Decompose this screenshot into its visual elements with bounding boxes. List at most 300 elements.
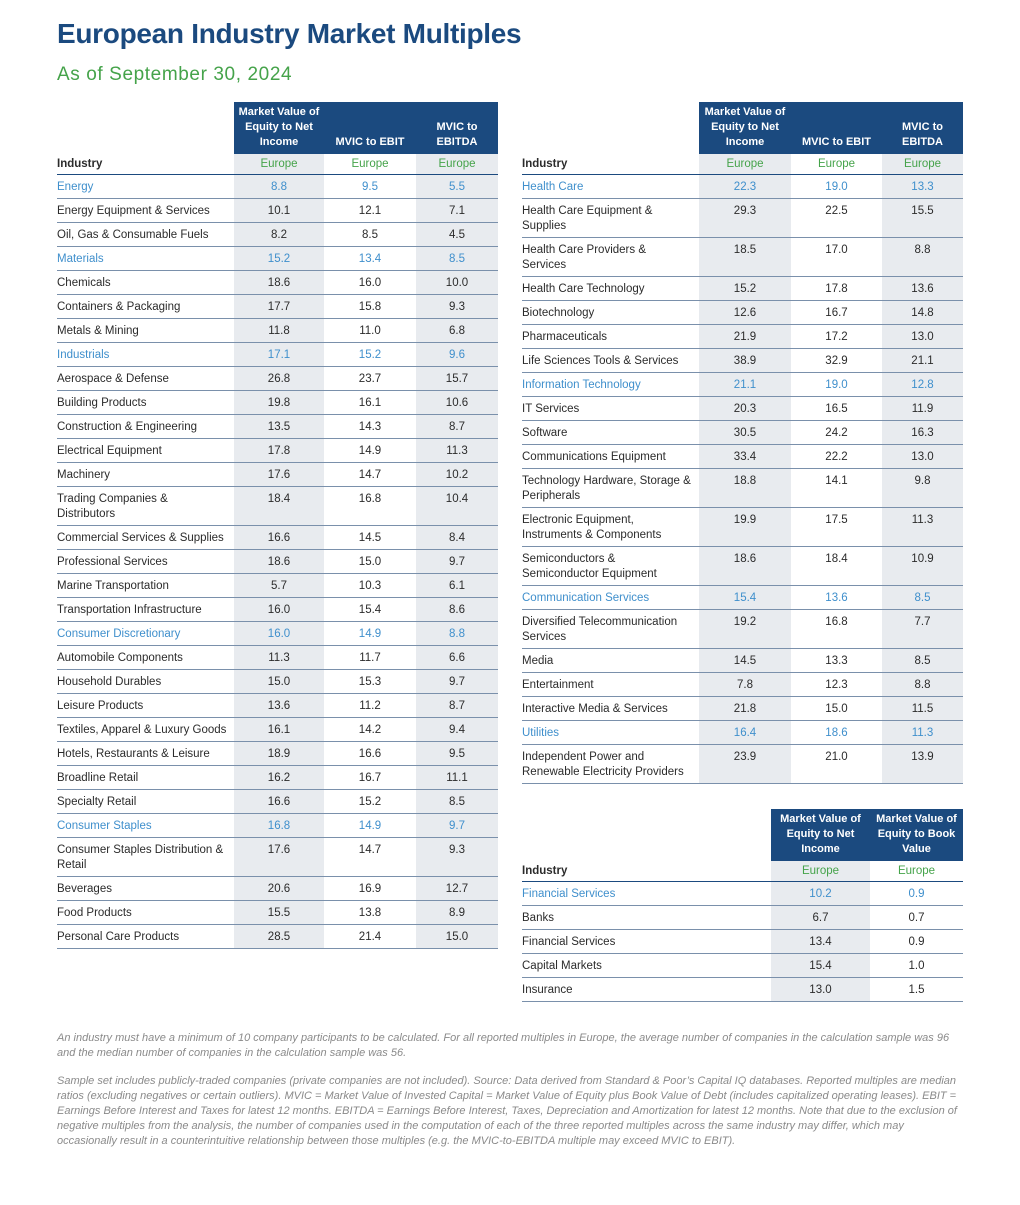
industry-name: Industrials xyxy=(57,343,234,367)
multiple-value: 16.2 xyxy=(234,766,324,790)
industry-name: Communications Equipment xyxy=(522,445,699,469)
header-blank xyxy=(522,102,699,154)
multiple-value: 33.4 xyxy=(699,445,791,469)
industry-row xyxy=(522,978,963,1002)
industry-name: Health Care xyxy=(522,175,699,199)
multiple-value: 22.2 xyxy=(791,445,882,469)
footnote-methodology: An industry must have a minimum of 10 company participants to be calculated. For all reported multiples in Europe, the average number of companies in the calculation sample was 96 and the median number of companies in the calculation sample was 56. xyxy=(57,1032,950,1059)
multiple-value: 24.2 xyxy=(791,421,882,445)
industry-row xyxy=(57,199,498,223)
region-row xyxy=(522,861,963,882)
industry-name: Commercial Services & Supplies xyxy=(57,526,234,550)
multiple-value: 14.7 xyxy=(324,463,416,487)
industry-row xyxy=(57,742,498,766)
multiple-value: 18.5 xyxy=(699,238,791,277)
region-row xyxy=(57,154,498,175)
multiple-value: 0.9 xyxy=(870,930,963,954)
multiple-value: 15.0 xyxy=(234,670,324,694)
industry-row xyxy=(522,325,963,349)
industry-row xyxy=(522,469,963,508)
industry-row xyxy=(57,415,498,439)
multiple-value: 13.9 xyxy=(882,745,963,784)
multiple-value: 13.6 xyxy=(791,586,882,610)
industry-row xyxy=(522,745,963,784)
multiple-value: 9.4 xyxy=(416,718,498,742)
sector-row xyxy=(522,373,963,397)
multiple-value: 19.9 xyxy=(699,508,791,547)
multiple-value: 17.6 xyxy=(234,463,324,487)
industry-name: Entertainment xyxy=(522,673,699,697)
multiple-value: 20.3 xyxy=(699,397,791,421)
multiple-value: 8.5 xyxy=(882,649,963,673)
multiple-value: 17.0 xyxy=(791,238,882,277)
multiple-value: 15.2 xyxy=(324,790,416,814)
multiple-value: 11.3 xyxy=(416,439,498,463)
multiple-value: 14.1 xyxy=(791,469,882,508)
industry-name: Beverages xyxy=(57,877,234,901)
region-label: Europe xyxy=(882,154,963,175)
multiple-value: 15.7 xyxy=(416,367,498,391)
multiple-value: 16.6 xyxy=(234,526,324,550)
multiple-value: 8.8 xyxy=(882,238,963,277)
multiple-value: 8.4 xyxy=(416,526,498,550)
multiple-value: 15.4 xyxy=(324,598,416,622)
multiple-value: 16.8 xyxy=(234,814,324,838)
multiple-value: 14.2 xyxy=(324,718,416,742)
multiple-value: 4.5 xyxy=(416,223,498,247)
industry-name: Utilities xyxy=(522,721,699,745)
multiple-value: 11.3 xyxy=(882,721,963,745)
industry-name: Banks xyxy=(522,906,771,930)
industry-row xyxy=(57,463,498,487)
industry-row xyxy=(522,199,963,238)
industry-name: Automobile Components xyxy=(57,646,234,670)
industry-name: Financial Services xyxy=(522,882,771,906)
multiple-value: 1.0 xyxy=(870,954,963,978)
multiple-value: 16.1 xyxy=(234,718,324,742)
industry-row xyxy=(57,367,498,391)
multiple-value: 16.3 xyxy=(882,421,963,445)
multiple-value: 11.5 xyxy=(882,697,963,721)
multiple-value: 11.0 xyxy=(324,319,416,343)
industry-row xyxy=(57,838,498,877)
multiple-value: 11.8 xyxy=(234,319,324,343)
region-label: Europe xyxy=(234,154,324,175)
multiple-value: 17.5 xyxy=(791,508,882,547)
multiple-value: 18.6 xyxy=(234,550,324,574)
industry-name: Marine Transportation xyxy=(57,574,234,598)
industry-name: Information Technology xyxy=(522,373,699,397)
multiple-value: 14.5 xyxy=(699,649,791,673)
industry-name: Leisure Products xyxy=(57,694,234,718)
multiple-value: 16.6 xyxy=(234,790,324,814)
multiple-value: 14.9 xyxy=(324,814,416,838)
industry-row xyxy=(57,574,498,598)
industry-row xyxy=(57,877,498,901)
multiple-value: 26.8 xyxy=(234,367,324,391)
region-label: Europe xyxy=(416,154,498,175)
multiple-value: 16.0 xyxy=(234,598,324,622)
multiple-value: 16.5 xyxy=(791,397,882,421)
industry-name: Textiles, Apparel & Luxury Goods xyxy=(57,718,234,742)
multiple-value: 1.5 xyxy=(870,978,963,1002)
industry-row xyxy=(57,439,498,463)
multiple-value: 8.7 xyxy=(416,415,498,439)
multiple-value: 15.2 xyxy=(699,277,791,301)
industry-name: Oil, Gas & Consumable Fuels xyxy=(57,223,234,247)
multiple-value: 15.5 xyxy=(234,901,324,925)
industry-name: Health Care Technology xyxy=(522,277,699,301)
col-header-mvic-to-ebitda: MVIC to EBITDA xyxy=(882,102,963,154)
multiple-value: 5.7 xyxy=(234,574,324,598)
sector-row xyxy=(57,622,498,646)
industry-row xyxy=(57,790,498,814)
multiple-value: 10.6 xyxy=(416,391,498,415)
industry-name: Specialty Retail xyxy=(57,790,234,814)
multiple-value: 21.8 xyxy=(699,697,791,721)
industry-row xyxy=(57,901,498,925)
header-row xyxy=(57,102,498,154)
multiple-value: 16.7 xyxy=(791,301,882,325)
multiple-value: 21.1 xyxy=(699,373,791,397)
industry-name: Containers & Packaging xyxy=(57,295,234,319)
multiple-value: 10.9 xyxy=(882,547,963,586)
industry-name: Energy Equipment & Services xyxy=(57,199,234,223)
multiple-value: 9.5 xyxy=(416,742,498,766)
multiple-value: 16.8 xyxy=(324,487,416,526)
industry-row xyxy=(57,925,498,949)
industry-name: Materials xyxy=(57,247,234,271)
multiple-value: 21.1 xyxy=(882,349,963,373)
multiple-value: 13.4 xyxy=(324,247,416,271)
multiple-value: 9.8 xyxy=(882,469,963,508)
page-title: European Industry Market Multiples xyxy=(57,18,522,49)
industry-header: Industry xyxy=(57,154,234,175)
region-label: Europe xyxy=(870,861,963,882)
industry-row xyxy=(522,697,963,721)
industry-row xyxy=(57,271,498,295)
industry-row xyxy=(57,766,498,790)
industry-row xyxy=(522,277,963,301)
multiple-value: 12.7 xyxy=(416,877,498,901)
industry-header: Industry xyxy=(522,861,771,882)
industry-name: Health Care Providers & Services xyxy=(522,238,699,277)
multiple-value: 21.9 xyxy=(699,325,791,349)
multiple-value: 6.7 xyxy=(771,906,870,930)
industry-row xyxy=(57,646,498,670)
multiple-value: 13.6 xyxy=(882,277,963,301)
multiple-value: 8.9 xyxy=(416,901,498,925)
multiple-value: 15.2 xyxy=(324,343,416,367)
multiple-value: 13.0 xyxy=(882,445,963,469)
multiple-value: 11.2 xyxy=(324,694,416,718)
multiple-value: 14.3 xyxy=(324,415,416,439)
multiple-value: 8.5 xyxy=(324,223,416,247)
multiple-value: 12.3 xyxy=(791,673,882,697)
multiple-value: 15.4 xyxy=(699,586,791,610)
multiple-value: 17.8 xyxy=(791,277,882,301)
industry-row xyxy=(522,397,963,421)
industry-row xyxy=(522,349,963,373)
industry-name: Consumer Staples Distribution & Retail xyxy=(57,838,234,877)
col-header-mvic-to-ebitda: MVIC to EBITDA xyxy=(416,102,498,154)
industry-name: Software xyxy=(522,421,699,445)
multiple-value: 8.5 xyxy=(416,790,498,814)
multiple-value: 15.0 xyxy=(791,697,882,721)
multiple-value: 12.1 xyxy=(324,199,416,223)
industry-row xyxy=(57,295,498,319)
region-label: Europe xyxy=(771,861,870,882)
multiple-value: 9.7 xyxy=(416,814,498,838)
multiple-value: 8.5 xyxy=(882,586,963,610)
multiple-value: 9.7 xyxy=(416,550,498,574)
industry-name: Building Products xyxy=(57,391,234,415)
multiple-value: 9.3 xyxy=(416,295,498,319)
multiple-value: 30.5 xyxy=(699,421,791,445)
multiple-value: 5.5 xyxy=(416,175,498,199)
multiple-value: 11.9 xyxy=(882,397,963,421)
multiple-value: 16.7 xyxy=(324,766,416,790)
multiple-value: 14.9 xyxy=(324,622,416,646)
industry-name: IT Services xyxy=(522,397,699,421)
multiple-value: 0.9 xyxy=(870,882,963,906)
industry-name: Financial Services xyxy=(522,930,771,954)
industry-row xyxy=(57,550,498,574)
multiple-value: 38.9 xyxy=(699,349,791,373)
left-multiples-table xyxy=(57,102,498,949)
sector-row xyxy=(57,814,498,838)
industry-name: Capital Markets xyxy=(522,954,771,978)
col-header-mvic-to-ebit: MVIC to EBIT xyxy=(791,102,882,154)
multiple-value: 13.8 xyxy=(324,901,416,925)
multiple-value: 19.2 xyxy=(699,610,791,649)
multiple-value: 17.1 xyxy=(234,343,324,367)
multiple-value: 6.6 xyxy=(416,646,498,670)
industry-row xyxy=(522,238,963,277)
industry-name: Energy xyxy=(57,175,234,199)
header-blank xyxy=(522,809,771,861)
multiple-value: 14.9 xyxy=(324,439,416,463)
multiple-value: 15.2 xyxy=(234,247,324,271)
multiple-value: 9.5 xyxy=(324,175,416,199)
industry-row xyxy=(522,301,963,325)
multiple-value: 8.7 xyxy=(416,694,498,718)
industry-row xyxy=(57,487,498,526)
multiple-value: 12.8 xyxy=(882,373,963,397)
multiple-value: 13.3 xyxy=(882,175,963,199)
industry-row xyxy=(522,673,963,697)
header-row xyxy=(522,102,963,154)
industry-name: Transportation Infrastructure xyxy=(57,598,234,622)
multiple-value: 6.8 xyxy=(416,319,498,343)
multiple-value: 10.2 xyxy=(771,882,870,906)
multiple-value: 13.6 xyxy=(234,694,324,718)
multiple-value: 7.1 xyxy=(416,199,498,223)
col-header-equity-to-net-income: Market Value of Equity to Net Income xyxy=(771,809,870,861)
multiple-value: 11.3 xyxy=(234,646,324,670)
multiple-value: 9.6 xyxy=(416,343,498,367)
industry-name: Hotels, Restaurants & Leisure xyxy=(57,742,234,766)
multiple-value: 16.4 xyxy=(699,721,791,745)
sector-row xyxy=(522,882,963,906)
industry-row xyxy=(522,954,963,978)
multiple-value: 8.2 xyxy=(234,223,324,247)
industry-name: Metals & Mining xyxy=(57,319,234,343)
industry-name: Interactive Media & Services xyxy=(522,697,699,721)
multiple-value: 14.7 xyxy=(324,838,416,877)
industry-row xyxy=(522,930,963,954)
multiple-value: 10.4 xyxy=(416,487,498,526)
industry-name: Pharmaceuticals xyxy=(522,325,699,349)
industry-name: Professional Services xyxy=(57,550,234,574)
industry-name: Insurance xyxy=(522,978,771,1002)
multiple-value: 13.4 xyxy=(771,930,870,954)
multiple-value: 14.8 xyxy=(882,301,963,325)
multiple-value: 15.8 xyxy=(324,295,416,319)
sector-row xyxy=(522,175,963,199)
industry-name: Electrical Equipment xyxy=(57,439,234,463)
industry-name: Consumer Discretionary xyxy=(57,622,234,646)
industry-name: Life Sciences Tools & Services xyxy=(522,349,699,373)
industry-name: Diversified Telecommunication Services xyxy=(522,610,699,649)
multiple-value: 15.0 xyxy=(416,925,498,949)
industry-name: Trading Companies & Distributors xyxy=(57,487,234,526)
multiple-value: 14.5 xyxy=(324,526,416,550)
industry-name: Media xyxy=(522,649,699,673)
industry-row xyxy=(522,610,963,649)
industry-row xyxy=(57,223,498,247)
financial-multiples-table xyxy=(522,809,963,1002)
multiple-value: 9.7 xyxy=(416,670,498,694)
multiple-value: 10.0 xyxy=(416,271,498,295)
multiple-value: 18.9 xyxy=(234,742,324,766)
multiple-value: 32.9 xyxy=(791,349,882,373)
multiple-value: 19.0 xyxy=(791,373,882,397)
industry-name: Consumer Staples xyxy=(57,814,234,838)
multiple-value: 22.3 xyxy=(699,175,791,199)
multiple-value: 15.5 xyxy=(882,199,963,238)
industry-row xyxy=(57,391,498,415)
multiple-value: 23.7 xyxy=(324,367,416,391)
industry-row xyxy=(522,547,963,586)
industry-name: Food Products xyxy=(57,901,234,925)
multiple-value: 18.6 xyxy=(699,547,791,586)
multiple-value: 9.3 xyxy=(416,838,498,877)
multiple-value: 19.8 xyxy=(234,391,324,415)
industry-name: Household Durables xyxy=(57,670,234,694)
multiple-value: 17.2 xyxy=(791,325,882,349)
industry-row xyxy=(57,526,498,550)
industry-name: Independent Power and Renewable Electricity Providers xyxy=(522,745,699,784)
industry-name: Communication Services xyxy=(522,586,699,610)
multiple-value: 21.4 xyxy=(324,925,416,949)
region-label: Europe xyxy=(324,154,416,175)
region-label: Europe xyxy=(791,154,882,175)
multiple-value: 16.1 xyxy=(324,391,416,415)
multiple-value: 19.0 xyxy=(791,175,882,199)
multiple-value: 8.8 xyxy=(416,622,498,646)
sector-row xyxy=(522,721,963,745)
sector-row xyxy=(57,343,498,367)
multiple-value: 11.1 xyxy=(416,766,498,790)
sector-row xyxy=(522,586,963,610)
footnote-source: Sample set includes publicly-traded companies (private companies are not included). Source: Data derived from Standard & Poor’s Capital IQ databases. Reported multiples are median ratios (excluding negatives or certain outliers). MVIC = Market Value of Invested Capital = Market Value of Equity plus Book Value of Debt (includes capitalized operating leases). EBIT = Earnings Before Interest and Taxes for latest 12 months. EBITDA = Earnings Before Interest, Taxes, Depreciation and Amortization for latest 12 months. Note that due to the exclusion of negative multiples from the analysis, the number of companies used in the computation of each of the three reported multiples across the same industry may differ, which may occasionally result in a counterintuitive relationship between those multiples (e.g. the MVIC-to-EBITDA multiple may exceed MVIC to EBIT). xyxy=(57,1075,957,1147)
industry-row xyxy=(522,649,963,673)
multiple-value: 7.8 xyxy=(699,673,791,697)
multiple-value: 17.6 xyxy=(234,838,324,877)
multiple-value: 16.0 xyxy=(234,622,324,646)
industry-name: Biotechnology xyxy=(522,301,699,325)
multiple-value: 22.5 xyxy=(791,199,882,238)
industry-row xyxy=(522,421,963,445)
multiple-value: 18.6 xyxy=(234,271,324,295)
industry-name: Construction & Engineering xyxy=(57,415,234,439)
industry-name: Electronic Equipment, Instruments & Components xyxy=(522,508,699,547)
multiple-value: 16.9 xyxy=(324,877,416,901)
industry-row xyxy=(57,694,498,718)
multiple-value: 18.8 xyxy=(699,469,791,508)
multiple-value: 13.3 xyxy=(791,649,882,673)
industry-row xyxy=(57,598,498,622)
header-blank xyxy=(57,102,234,154)
multiple-value: 15.0 xyxy=(324,550,416,574)
multiple-value: 18.6 xyxy=(791,721,882,745)
multiple-value: 23.9 xyxy=(699,745,791,784)
industry-name: Machinery xyxy=(57,463,234,487)
multiple-value: 29.3 xyxy=(699,199,791,238)
multiple-value: 20.6 xyxy=(234,877,324,901)
right-multiples-table xyxy=(522,102,963,784)
multiple-value: 15.4 xyxy=(771,954,870,978)
industry-name: Broadline Retail xyxy=(57,766,234,790)
industry-name: Technology Hardware, Storage & Peripherals xyxy=(522,469,699,508)
col-header-equity-to-net-income: Market Value of Equity to Net Income xyxy=(699,102,791,154)
multiple-value: 16.0 xyxy=(324,271,416,295)
multiple-value: 10.3 xyxy=(324,574,416,598)
col-header-equity-to-book-value: Market Value of Equity to Book Value xyxy=(870,809,963,861)
multiple-value: 0.7 xyxy=(870,906,963,930)
multiple-value: 7.7 xyxy=(882,610,963,649)
multiple-value: 16.8 xyxy=(791,610,882,649)
industry-name: Personal Care Products xyxy=(57,925,234,949)
industry-row xyxy=(522,508,963,547)
multiple-value: 8.5 xyxy=(416,247,498,271)
multiple-value: 8.6 xyxy=(416,598,498,622)
industry-name: Health Care Equipment & Supplies xyxy=(522,199,699,238)
multiple-value: 18.4 xyxy=(234,487,324,526)
multiple-value: 6.1 xyxy=(416,574,498,598)
sector-row xyxy=(57,175,498,199)
col-header-equity-to-net-income: Market Value of Equity to Net Income xyxy=(234,102,324,154)
page-subtitle: As of September 30, 2024 xyxy=(57,64,293,85)
header-row xyxy=(522,809,963,861)
multiple-value: 13.0 xyxy=(882,325,963,349)
multiple-value: 13.0 xyxy=(771,978,870,1002)
multiple-value: 21.0 xyxy=(791,745,882,784)
multiple-value: 11.3 xyxy=(882,508,963,547)
multiple-value: 8.8 xyxy=(882,673,963,697)
col-header-mvic-to-ebit: MVIC to EBIT xyxy=(324,102,416,154)
multiple-value: 18.4 xyxy=(791,547,882,586)
multiple-value: 17.7 xyxy=(234,295,324,319)
multiple-value: 16.6 xyxy=(324,742,416,766)
multiple-value: 10.1 xyxy=(234,199,324,223)
industry-row xyxy=(57,718,498,742)
industry-row xyxy=(57,319,498,343)
industry-row xyxy=(522,445,963,469)
industry-header: Industry xyxy=(522,154,699,175)
multiple-value: 12.6 xyxy=(699,301,791,325)
